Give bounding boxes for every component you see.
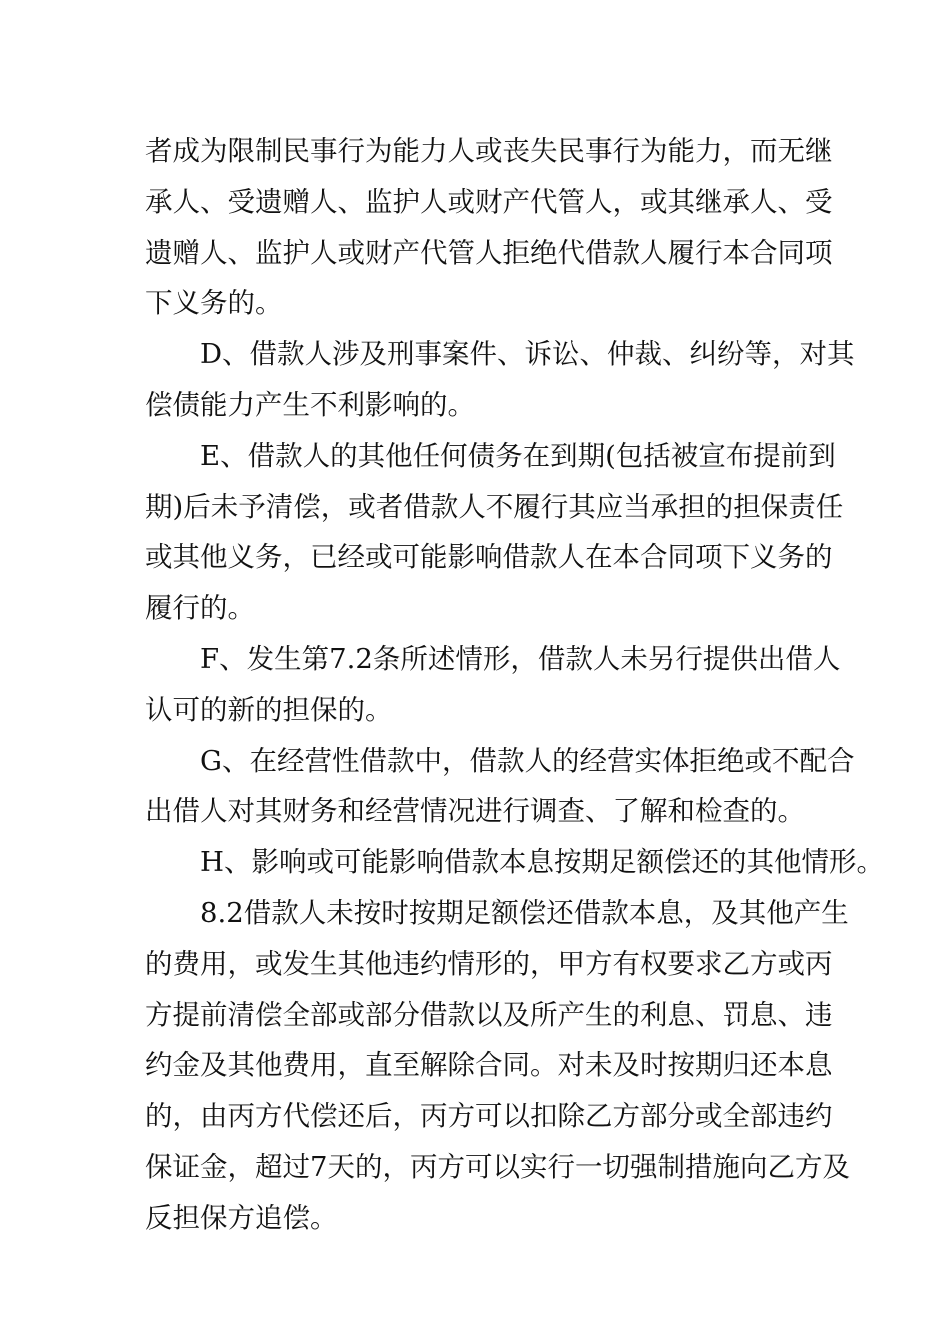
- text-line: 方提前清偿全部或部分借款以及所产生的利息、罚息、违: [145, 998, 833, 1031]
- text-line: 或其他义务，已经或可能影响借款人在本合同项下义务的: [145, 541, 833, 574]
- text-line: 下义务的。: [145, 287, 283, 320]
- text-line: G、在经营性借款中，借款人的经营实体拒绝或不配合: [200, 744, 855, 777]
- text-line: 的，由丙方代偿还后，丙方可以扣除乙方部分或全部违约: [145, 1100, 833, 1133]
- text-line: 出借人对其财务和经营情况进行调查、了解和检查的。: [145, 795, 805, 828]
- text-line: F、发生第7.2条所述情形，借款人未另行提供出借人: [200, 642, 841, 675]
- paragraph-item-e: [145, 431, 844, 634]
- text-line: 遗赠人、监护人或财产代管人拒绝代借款人履行本合同项: [145, 236, 833, 269]
- text-line: H、影响或可能影响借款本息按期足额偿还的其他情形。: [200, 846, 884, 879]
- text-line: 约金及其他费用，直至解除合同。对未及时按期归还本息: [145, 1049, 833, 1082]
- text-line: 偿债能力产生不利影响的。: [145, 388, 475, 421]
- text-line: 保证金，超过7天的，丙方可以实行一切强制措施向乙方及: [145, 1150, 850, 1183]
- text-line: 反担保方追偿。: [145, 1201, 338, 1234]
- text-line: D、借款人涉及刑事案件、诉讼、仲裁、纠纷等，对其: [200, 338, 855, 371]
- paragraph-item-g: [145, 736, 855, 838]
- paragraph-item-h: [145, 837, 884, 888]
- document-body: [145, 126, 884, 1244]
- paragraph-item-d: [145, 329, 855, 431]
- paragraph-item-f: [145, 634, 841, 736]
- paragraph-clause-8-2: [145, 888, 850, 1244]
- text-line: 8.2借款人未按时按期足额偿还借款本息，及其他产生: [200, 896, 849, 929]
- text-line: 者成为限制民事行为能力人或丧失民事行为能力，而无继: [145, 135, 833, 167]
- text-line: E、借款人的其他任何债务在到期(包括被宣布提前到: [200, 439, 836, 472]
- text-line: 承人、受遗赠人、监护人或财产代管人，或其继承人、受: [145, 185, 833, 218]
- text-line: 期)后未予清偿，或者借款人不履行其应当承担的担保责任: [145, 490, 844, 523]
- text-line: 认可的新的担保的。: [145, 693, 393, 726]
- paragraph-continuation: [145, 126, 833, 329]
- text-line: 履行的。: [145, 592, 255, 625]
- text-line: 的费用，或发生其他违约情形的，甲方有权要求乙方或丙: [145, 947, 833, 980]
